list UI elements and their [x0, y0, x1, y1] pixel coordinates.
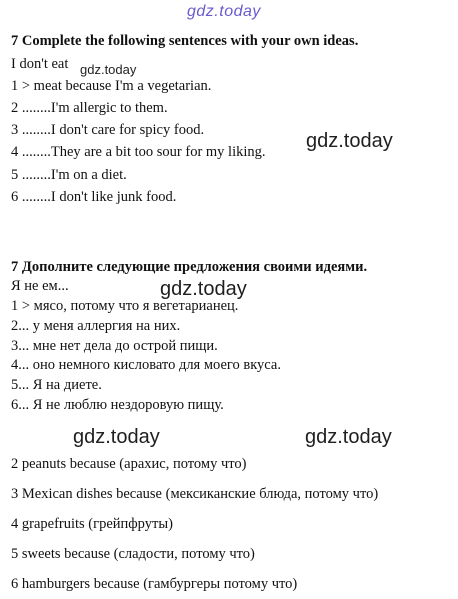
watermark-right-1: gdz.today — [306, 130, 393, 152]
russian-line-6: 6... Я не люблю нездоровую пищу. — [11, 397, 224, 413]
english-intro: I don't eat — [11, 56, 69, 72]
russian-heading: 7 Дополните следующие предложения своими идеями. — [11, 259, 368, 275]
english-line-1: 1 > meat because I'm a vegetarian. — [11, 78, 212, 94]
watermark-left-2: gdz.today — [73, 426, 160, 448]
watermark-middle: gdz.today — [160, 278, 247, 300]
russian-intro: Я не ем... — [11, 278, 69, 294]
answer-line-4: 4 grapefruits (грейпфруты) — [11, 516, 173, 532]
answer-line-6: 6 hamburgers because (гамбургеры потому что) — [11, 576, 298, 592]
answer-line-3: 3 Mexican dishes because (мексиканские блюда, потому что) — [11, 486, 379, 502]
english-line-4: 4 ........They are a bit too sour for my liking. — [11, 144, 266, 160]
english-line-2: 2 ........I'm allergic to them. — [11, 100, 168, 116]
english-heading: 7 Complete the following sentences with your own ideas. — [11, 33, 359, 49]
watermark-top: gdz.today — [187, 3, 261, 20]
watermark-small: gdz.today — [80, 62, 137, 77]
russian-line-1: 1 > мясо, потому что я вегетарианец. — [11, 298, 239, 314]
russian-line-4: 4... оно немного кисловато для моего вкуса. — [11, 357, 281, 373]
answer-line-2: 2 peanuts because (арахис, потому что) — [11, 456, 247, 472]
russian-line-2: 2... у меня аллергия на них. — [11, 318, 181, 334]
russian-line-5: 5... Я на диете. — [11, 377, 102, 393]
russian-line-3: 3... мне нет дела до острой пищи. — [11, 338, 218, 354]
english-line-3: 3 ........I don't care for spicy food. — [11, 122, 205, 138]
watermark-right-2: gdz.today — [305, 426, 392, 448]
answer-line-5: 5 sweets because (сладости, потому что) — [11, 546, 255, 562]
english-line-6: 6 ........I don't like junk food. — [11, 189, 177, 205]
english-line-5: 5 ........I'm on a diet. — [11, 167, 127, 183]
